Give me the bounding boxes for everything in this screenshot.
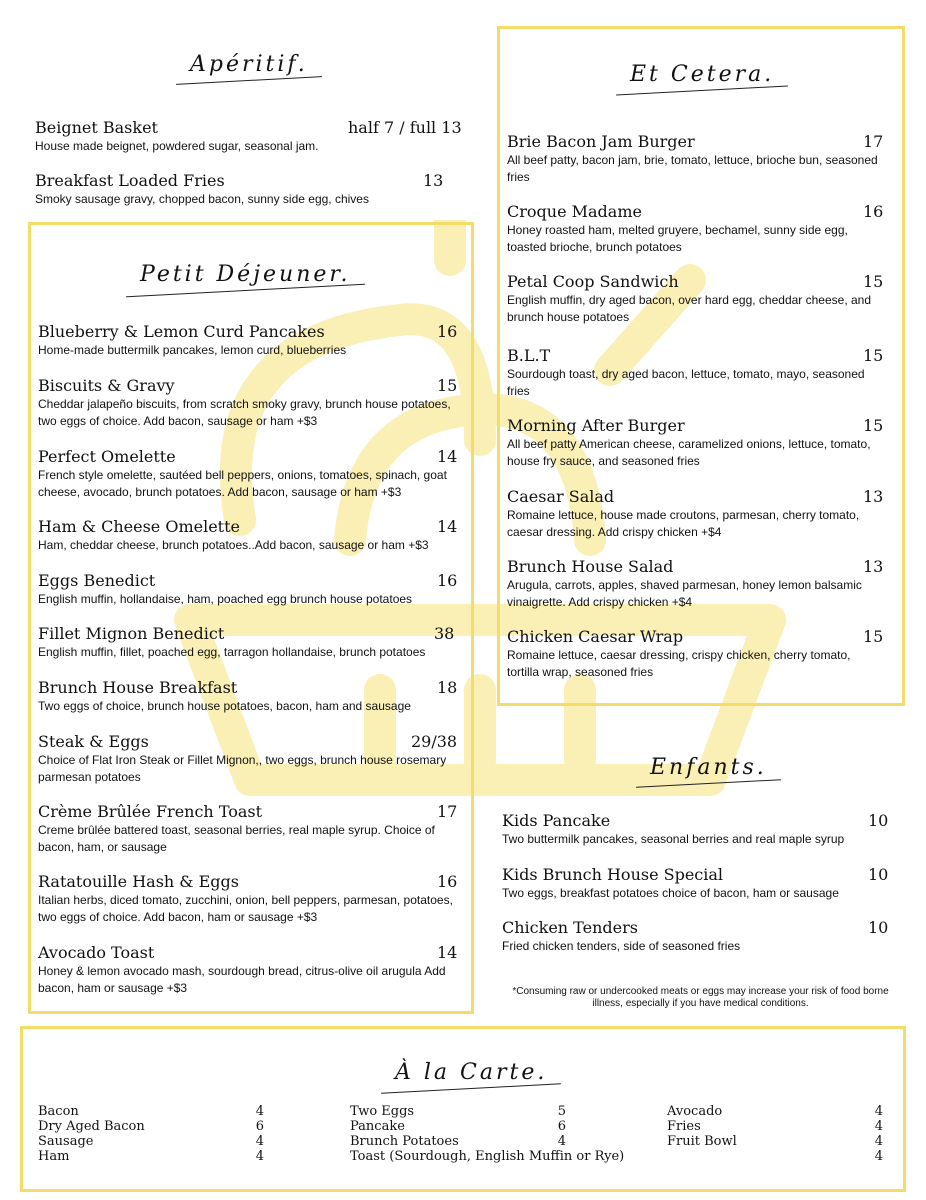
menu-item — [35, 171, 444, 208]
menu-item — [38, 732, 458, 786]
item-price: 38 — [434, 624, 455, 643]
menu-item — [502, 865, 887, 902]
item-description: Arugula, carrots, apples, shaved parmesan, honey lemon balsamic vinaigrette. Add crispy chicken +$4 — [507, 578, 862, 609]
menu-item — [507, 416, 882, 470]
menu-item — [502, 918, 887, 955]
item-description: French style omelette, sautéed bell peppers, onions, tomatoes, spinach, goat cheese, avocado, brunch potatoes. Add bacon, sausage or ham +$3 — [38, 468, 447, 499]
menu-item — [38, 447, 458, 501]
item-price: 14 — [437, 943, 458, 962]
item-name: Petal Coop Sandwich — [507, 272, 679, 291]
side-item — [667, 1119, 883, 1134]
side-item-price: 6 — [557, 1119, 566, 1134]
item-name: Ham & Cheese Omelette — [38, 517, 240, 536]
item-name: Eggs Benedict — [38, 571, 156, 590]
health-notice: *Consuming raw or undercooked meats or eggs may increase your risk of food borne illness, especially if you have medical conditions. — [512, 986, 889, 1009]
item-description: Choice of Flat Iron Steak or Fillet Mignon,, two eggs, brunch house rosemary parmesan potatoes — [38, 753, 447, 784]
item-price: 14 — [437, 447, 458, 466]
item-name: Croque Madame — [507, 202, 642, 221]
side-item-price: 4 — [874, 1119, 883, 1134]
item-name: Avocado Toast — [38, 943, 155, 962]
side-item-price: 4 — [255, 1104, 264, 1119]
menu-item — [38, 571, 458, 608]
item-description: Romaine lettuce, caesar dressing, crispy chicken, cherry tomato, tortilla wrap, seasoned fries — [507, 648, 851, 679]
item-price: 10 — [868, 918, 889, 937]
menu-item — [38, 517, 458, 554]
item-description: Two buttermilk pancakes, seasonal berries and real maple syrup — [502, 832, 845, 846]
side-item-price: 4 — [557, 1134, 566, 1149]
item-description: English muffin, hollandaise, ham, poached egg brunch house potatoes — [38, 592, 413, 606]
menu-item — [38, 943, 458, 997]
item-description: Italian herbs, diced tomato, zucchini, onion, bell peppers, parmesan, potatoes, two eggs of choice. Add bacon, ham or sausage +$3 — [38, 893, 453, 924]
menu-item — [507, 557, 882, 611]
side-item-price: 4 — [255, 1134, 264, 1149]
side-item-name: Avocado — [667, 1104, 723, 1119]
item-name: Kids Pancake — [502, 811, 611, 830]
side-item — [350, 1149, 625, 1164]
item-description: English muffin, fillet, poached egg, tarragon hollandaise, brunch potatoes — [38, 645, 426, 659]
item-description: Romaine lettuce, house made croutons, parmesan, cherry tomato, caesar dressing. Add crispy chicken +$4 — [507, 508, 860, 539]
item-price: 18 — [437, 678, 458, 697]
item-price: 15 — [863, 627, 884, 646]
side-item-name: Pancake — [350, 1119, 405, 1134]
side-item — [38, 1134, 264, 1149]
item-price: 15 — [863, 416, 884, 435]
menu-item — [38, 322, 458, 359]
side-item — [350, 1134, 566, 1149]
menu-item — [507, 272, 882, 326]
item-price: 16 — [863, 202, 884, 221]
menu-item — [38, 872, 458, 926]
side-item — [667, 1149, 883, 1164]
item-description: All beef patty American cheese, caramelized onions, lettuce, tomato, house fry sauce, and seasoned fries — [507, 437, 871, 468]
menu-item — [35, 118, 462, 155]
item-description: Home-made buttermilk pancakes, lemon curd, blueberries — [38, 343, 347, 357]
side-item — [38, 1119, 264, 1134]
menu-item — [507, 627, 882, 681]
side-item-price: 6 — [255, 1119, 264, 1134]
item-price: 15 — [863, 346, 884, 365]
item-price: 17 — [437, 802, 458, 821]
item-description: Creme brûlée battered toast, seasonal berries, real maple syrup. Choice of bacon, ham, or sausage — [38, 823, 435, 854]
menu-item — [38, 678, 458, 715]
side-item-price: 4 — [255, 1149, 264, 1164]
item-name: Caesar Salad — [507, 487, 615, 506]
item-name: Brunch House Breakfast — [38, 678, 238, 697]
side-item-name: Ham — [38, 1149, 70, 1164]
et-cetera-title: Et Cetera. — [630, 62, 775, 87]
item-price: 15 — [863, 272, 884, 291]
side-item — [667, 1134, 883, 1149]
enfants-title: Enfants. — [650, 755, 767, 780]
menu-item — [507, 202, 882, 256]
side-item-name: Brunch Potatoes — [350, 1134, 459, 1149]
side-item-name: Fruit Bowl — [667, 1134, 737, 1149]
item-description: Honey & lemon avocado mash, sourdough bread, citrus-olive oil arugula Add bacon, ham or sausage +$3 — [38, 964, 446, 995]
item-description: Two eggs of choice, brunch house potatoes, bacon, ham and sausage — [38, 699, 411, 713]
item-name: Kids Brunch House Special — [502, 865, 724, 884]
item-price: 13 — [423, 171, 444, 190]
a-la-carte-column-2 — [350, 1104, 625, 1164]
item-price: 16 — [437, 571, 458, 590]
menu-item — [502, 811, 887, 848]
item-name: Biscuits & Gravy — [38, 376, 175, 395]
item-price: 10 — [868, 811, 889, 830]
item-name: Brunch House Salad — [507, 557, 674, 576]
side-item-name: Sausage — [38, 1134, 94, 1149]
item-description: House made beignet, powdered sugar, seasonal jam. — [35, 139, 319, 153]
a-la-carte-title: À la Carte. — [395, 1060, 548, 1085]
side-item-name: Dry Aged Bacon — [38, 1119, 145, 1134]
item-description: Sourdough toast, dry aged bacon, lettuce, tomato, mayo, seasoned fries — [507, 367, 865, 398]
a-la-carte-column-1 — [38, 1104, 264, 1164]
item-description: Ham, cheddar cheese, brunch potatoes..Add bacon, sausage or ham +$3 — [38, 538, 429, 552]
side-item — [38, 1149, 264, 1164]
item-name: Steak & Eggs — [38, 732, 149, 751]
side-item — [667, 1104, 883, 1119]
item-price: 15 — [437, 376, 458, 395]
item-name: Beignet Basket — [35, 118, 158, 137]
item-name: Chicken Tenders — [502, 918, 638, 937]
item-name: Fillet Mignon Benedict — [38, 624, 225, 643]
item-description: English muffin, dry aged bacon, over hard egg, cheddar cheese, and brunch house potatoes — [507, 293, 872, 324]
menu-item — [38, 376, 458, 430]
item-price: 13 — [863, 557, 884, 576]
item-price: half 7 / full 13 — [348, 118, 462, 137]
item-name: Perfect Omelette — [38, 447, 176, 466]
item-price: 14 — [437, 517, 458, 536]
item-name: Ratatouille Hash & Eggs — [38, 872, 239, 891]
item-price: 16 — [437, 872, 458, 891]
item-name: Crème Brûlée French Toast — [38, 802, 263, 821]
item-name: Brie Bacon Jam Burger — [507, 132, 695, 151]
item-price: 10 — [868, 865, 889, 884]
side-item-name: Bacon — [38, 1104, 79, 1119]
item-price: 29/38 — [411, 732, 458, 751]
item-name: B.L.T — [507, 346, 551, 365]
side-item-price: 4 — [874, 1149, 883, 1164]
item-description: Two eggs, breakfast potatoes choice of bacon, ham or sausage — [502, 886, 839, 900]
side-item — [350, 1104, 566, 1119]
menu-item — [507, 132, 882, 186]
side-item-name: Fries — [667, 1119, 701, 1134]
menu-item — [38, 802, 458, 856]
a-la-carte-column-3 — [667, 1104, 883, 1164]
side-item-name: Two Eggs — [350, 1104, 415, 1119]
side-item-name: Toast (Sourdough, English Muffin or Rye) — [350, 1149, 625, 1164]
item-price: 17 — [863, 132, 884, 151]
menu-item — [507, 346, 882, 400]
item-price: 16 — [437, 322, 458, 341]
side-item — [350, 1119, 566, 1134]
item-description: All beef patty, bacon jam, brie, tomato, lettuce, brioche bun, seasoned fries — [507, 153, 878, 184]
side-item-price: 4 — [874, 1104, 883, 1119]
menu-item — [38, 624, 453, 661]
item-name: Morning After Burger — [507, 416, 685, 435]
aperitif-title: Apéritif. — [190, 52, 308, 77]
item-name: Blueberry & Lemon Curd Pancakes — [38, 322, 325, 341]
item-price: 13 — [863, 487, 884, 506]
item-description: Smoky sausage gravy, chopped bacon, sunny side egg, chives — [35, 192, 369, 206]
side-item — [38, 1104, 264, 1119]
item-name: Chicken Caesar Wrap — [507, 627, 684, 646]
petit-dejeuner-title: Petit Déjeuner. — [140, 262, 351, 287]
side-item-price: 4 — [874, 1134, 883, 1149]
side-item-price: 5 — [557, 1104, 566, 1119]
item-description: Fried chicken tenders, side of seasoned fries — [502, 939, 741, 953]
item-description: Cheddar jalapeño biscuits, from scratch smoky gravy, brunch house potatoes, two eggs of choice. Add bacon, sausage or ham +$3 — [38, 397, 451, 428]
menu-item — [507, 487, 882, 541]
item-description: Honey roasted ham, melted gruyere, bechamel, sunny side egg, toasted brioche, brunch potatoes — [507, 223, 848, 254]
item-name: Breakfast Loaded Fries — [35, 171, 225, 190]
